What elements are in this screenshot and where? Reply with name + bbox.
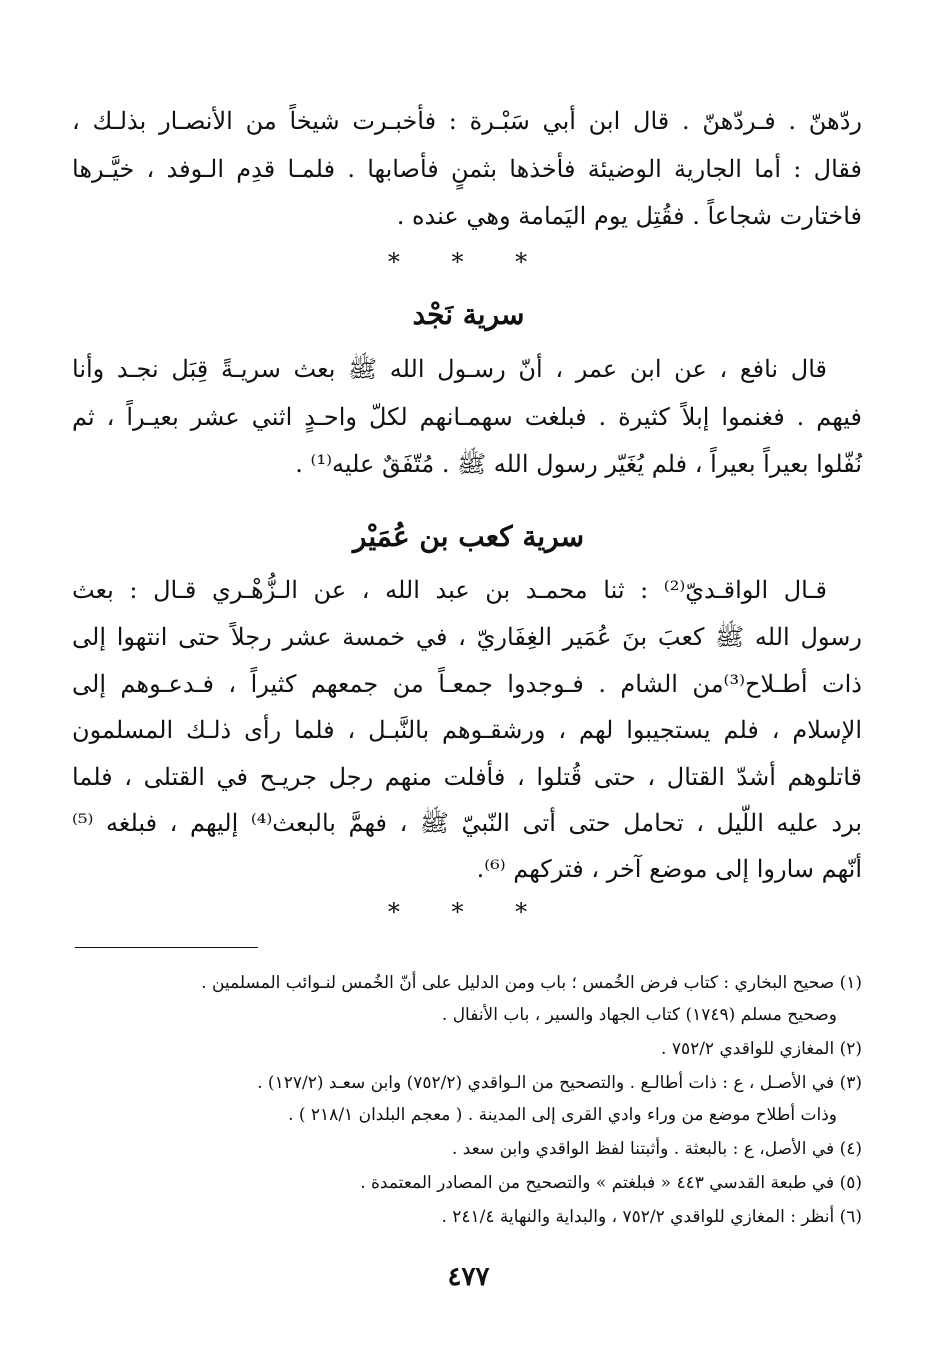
text-line: فقال : أما الجارية الوضيئة فأخذها بثمنٍ فأصابها . فلمـا قدِم الـوفد ، خيَّـرها	[72, 155, 862, 183]
footnote-divider	[75, 947, 258, 948]
text-line: برد عليه اللّيل ، تحامل حتى أتى النّبيّ ﷺ ، فهمَّ بالبعث⁽⁴⁾ إليهم ، فبلغه ⁽⁵⁾	[72, 809, 862, 837]
text-line: فاختارت شجاعاً . فقُتِل يوم اليَمامة وهي عنده .	[396, 202, 862, 230]
text-line: ردّهنّ . فـردّهنّ . قال ابن أبي سَبْـرة : فأخبـرت شيخاً من الأنصـار بذلـك ،	[72, 107, 862, 135]
footnote-2: (٢) المغازي للواقدي ٧٥٢/٢ .	[661, 1039, 862, 1059]
page-number: ٤٧٧	[447, 1262, 490, 1292]
section-separator: * * *	[387, 248, 550, 276]
text-line: فيهم . فغنموا إبلاً كثيرة . فبلغت سهمـانهم لكلّ واحـدٍ اثني عشر بعيـراً ، ثم	[72, 403, 862, 431]
footnote-1-continued: وصحيح مسلم (١٧٤٩) كتاب الجهاد والسير ، باب الأنفال .	[441, 1005, 837, 1025]
footnote-1: (١) صحيح البخاري : كتاب فرض الخُمس ؛ باب ومن الدليل على أنّ الخُمس لنـوائب المسلمين .	[201, 973, 862, 993]
text-line: أنّهم ساروا إلى موضع آخر ، فتركهم ⁽⁶⁾.	[476, 855, 862, 883]
text-line: قـال الواقـديّ⁽²⁾ : ثنا محمـد بن عبد الله ، عن الـزُّهْـري قـال : بعث	[72, 576, 827, 604]
section-heading-najd: سرية نَجْد	[412, 298, 525, 331]
section-separator: * * *	[387, 898, 550, 926]
text-line: قال نافع ، عن ابن عمر ، أنّ رسـول الله ﷺ بعث سريـةً قِبَل نجـد وأنا	[72, 355, 827, 383]
text-line: رسول الله ﷺ كعبَ بنَ عُمَير الغِفَاريّ ، في خمسة عشر رجلاً حتى انتهوا إلى	[72, 623, 862, 651]
footnote-6: (٦) أنظر : المغازي للواقدي ٧٥٢/٢ ، والبداية والنهاية ٢٤١/٤ .	[441, 1207, 862, 1227]
text-line: قاتلوهم أشدّ القتال ، حتى قُتلوا ، فأفلت منهم رجل جريـح في القتلى ، فلما	[72, 763, 862, 791]
text-line: نُفّلوا بعيراً بعيراً ، فلم يُغَيّر رسول الله ﷺ . مُتّفَقٌ عليه⁽¹⁾ .	[295, 450, 862, 478]
footnote-3: (٣) في الأصـل ، ع : ذات أطالـع . والتصحيح من الـواقدي (٧٥٢/٢) وابن سعـد (١٢٧/٢) .	[257, 1073, 862, 1093]
footnote-5: (٥) في طبعة القدسي ٤٤٣ « فبلغتم » والتصحيح من المصادر المعتمدة .	[360, 1173, 862, 1193]
text-line: الإسلام ، فلم يستجيبوا لهم ، ورشقـوهم بالنَّبـل ، فلما رأى ذلـك المسلمون	[72, 716, 862, 744]
footnote-4: (٤) في الأصل، ع : بالبعثة . وأثبتنا لفظ الواقدي وابن سعد .	[451, 1139, 862, 1159]
text-line: ذات أطـلاح⁽³⁾من الشام . فـوجدوا جمعـاً من جمعهم كثيراً ، فـدعـوهم إلى	[72, 670, 862, 698]
footnote-3-continued: وذات أطلاح موضع من وراء وادي القرى إلى المدينة . ( معجم البلدان ٢١٨/١ ) .	[288, 1105, 837, 1125]
section-heading-kaab: سرية كعب بن عُمَيْر	[352, 520, 585, 553]
